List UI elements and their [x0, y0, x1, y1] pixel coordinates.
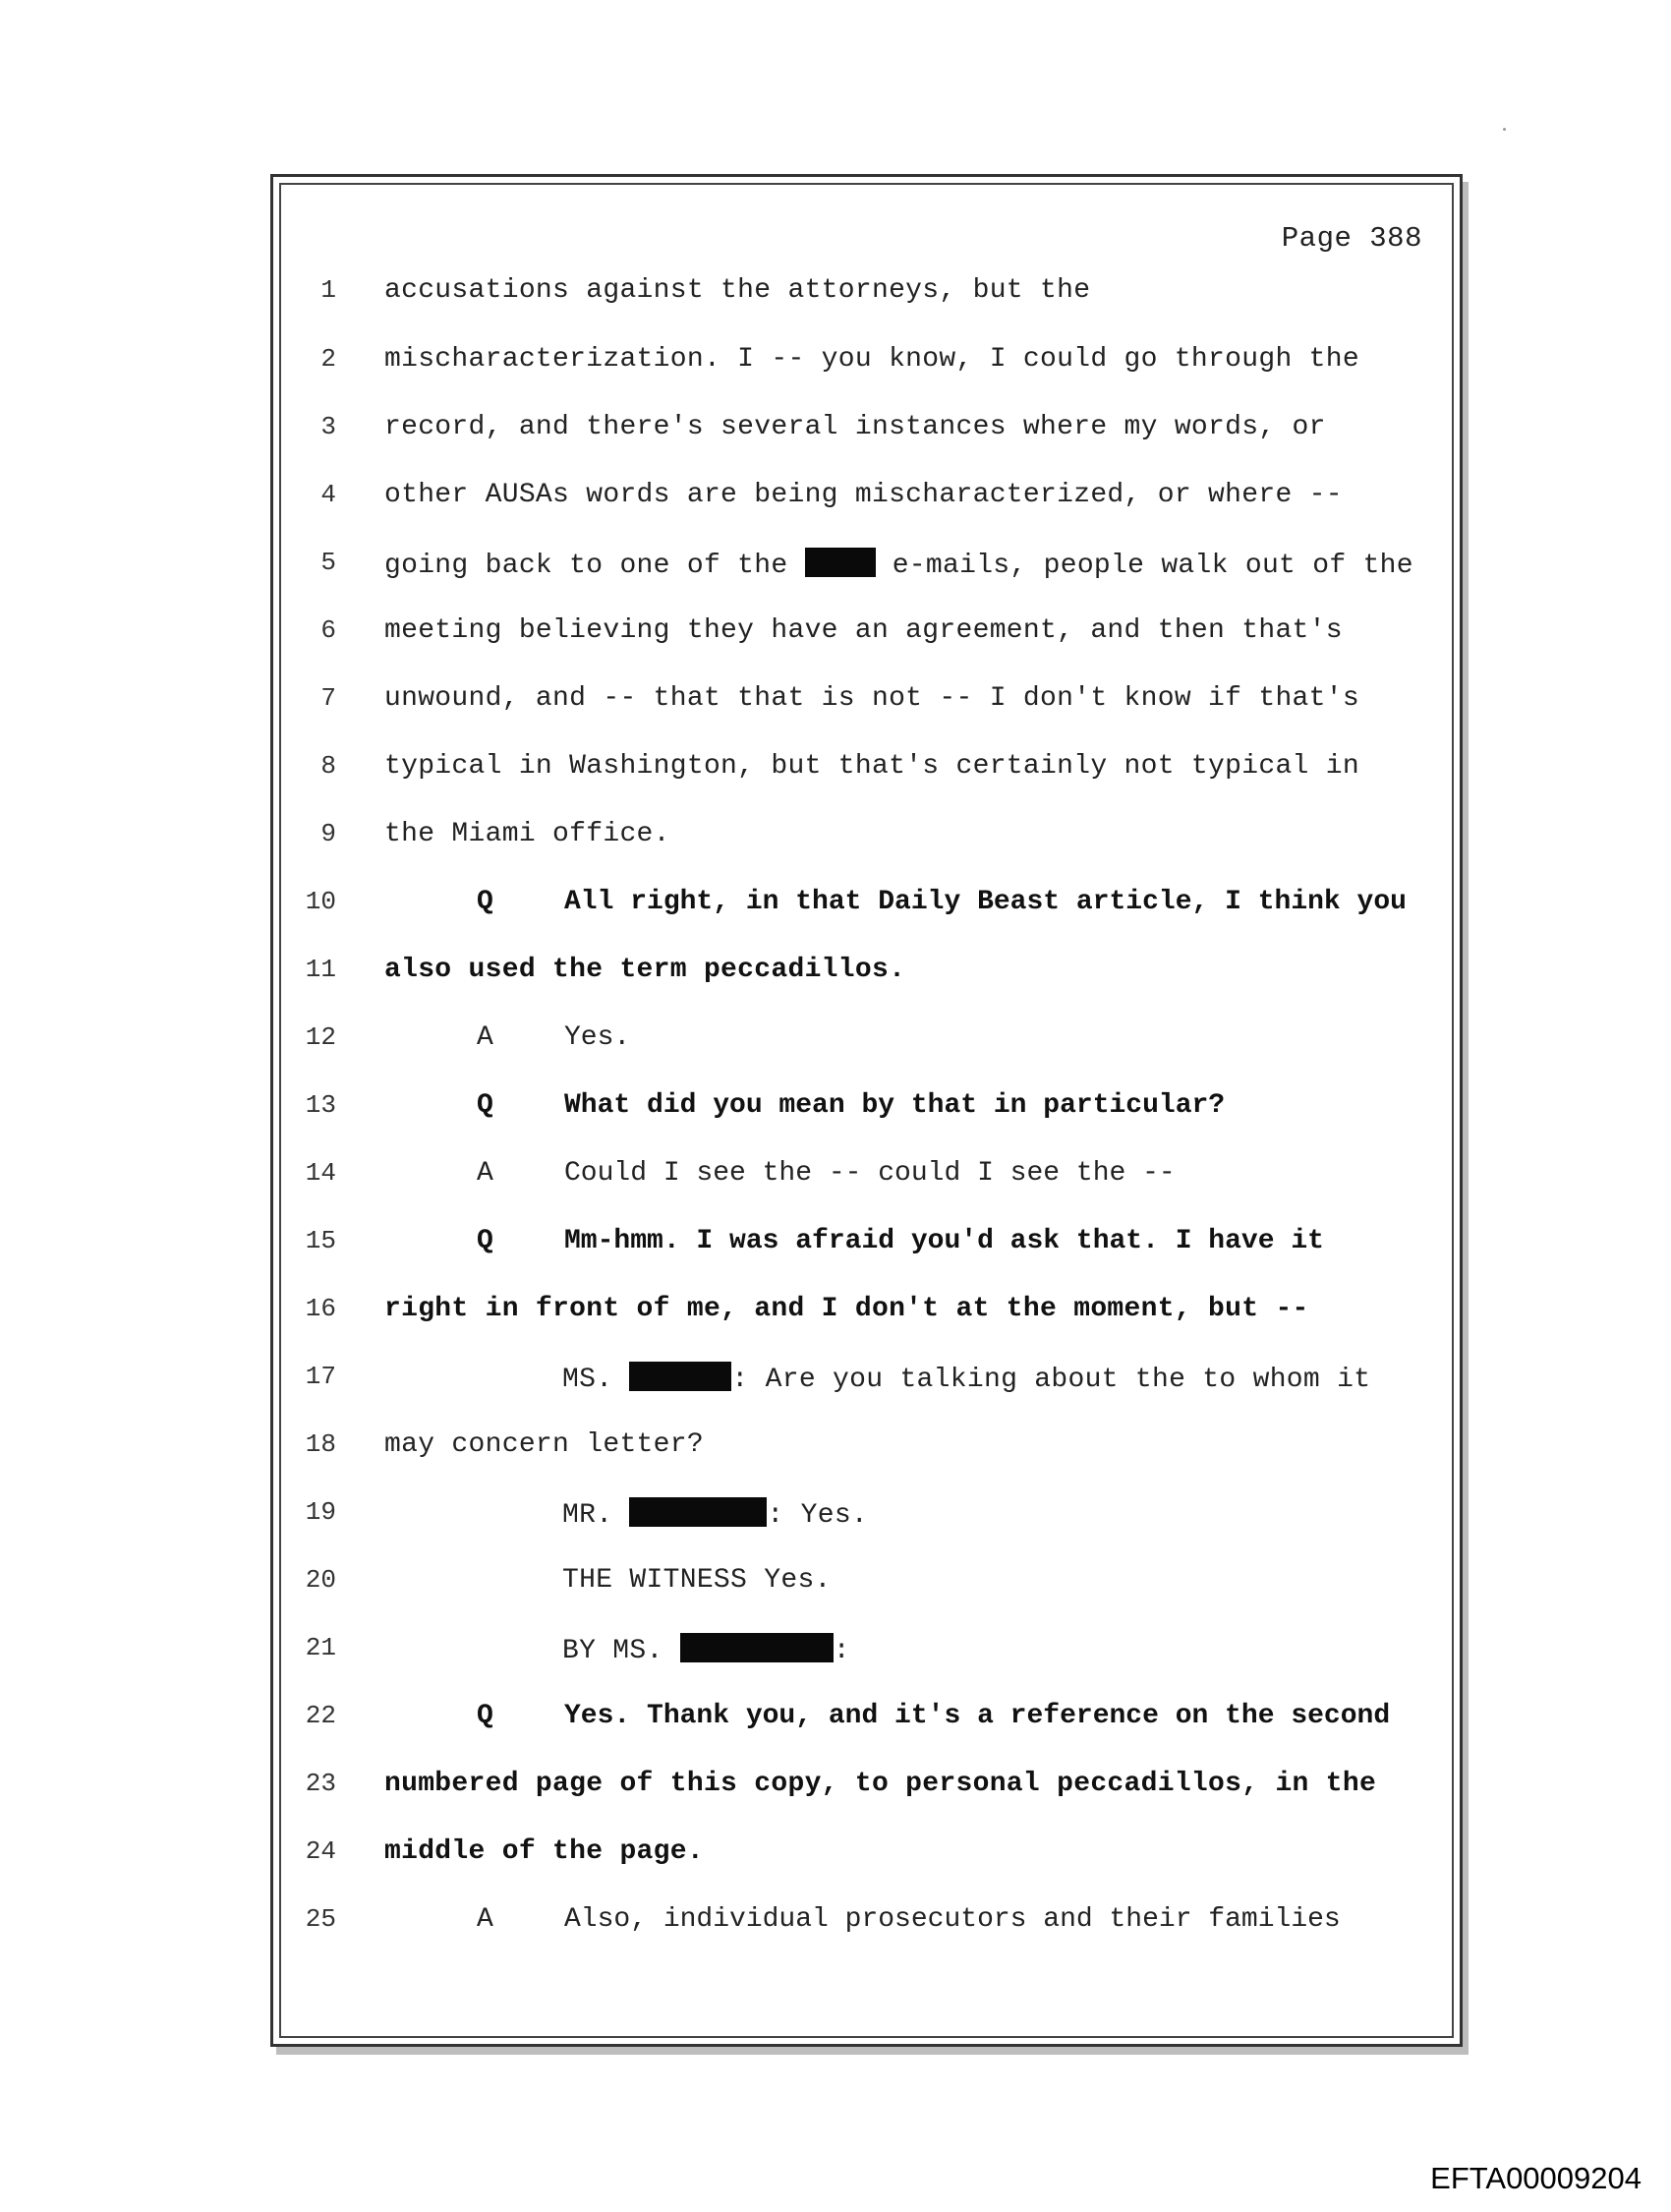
line-text: What did you mean by that in particular?: [564, 1090, 1226, 1121]
line-number: 16: [305, 1294, 336, 1323]
line-number: 12: [305, 1022, 336, 1052]
transcript-line-8: [273, 751, 1460, 790]
line-text: Also, individual prosecutors and their families: [564, 1904, 1341, 1935]
line-text-part: : Are you talking about the to whom it: [731, 1365, 1371, 1395]
line-number: 17: [305, 1362, 336, 1391]
line-number: 22: [305, 1701, 336, 1730]
line-text-part: : Yes.: [767, 1500, 869, 1531]
line-number: 21: [305, 1633, 336, 1662]
line-text: the Miami office.: [384, 819, 670, 849]
line-text: middle of the page.: [384, 1836, 704, 1867]
transcript-line-22: [273, 1701, 1460, 1740]
redaction-bar: [629, 1497, 767, 1527]
line-number: 6: [320, 615, 336, 645]
transcript-line-7: [273, 683, 1460, 723]
line-text: [384, 548, 1413, 581]
line-number: 14: [305, 1158, 336, 1188]
line-number: 9: [320, 819, 336, 848]
line-text-part: MR.: [562, 1500, 613, 1531]
line-text-part: BY MS.: [562, 1636, 663, 1666]
document-id: EFTA00009204: [1430, 2161, 1642, 2195]
line-text: mischaracterization. I -- you know, I could go through the: [384, 344, 1359, 375]
line-number: 5: [320, 548, 336, 577]
line-text: meeting believing they have an agreement, and then that's: [384, 615, 1343, 646]
line-text: unwound, and -- that that is not -- I don't know if that's: [384, 683, 1359, 714]
speaker-label: Q: [477, 1090, 493, 1121]
line-text: also used the term peccadillos.: [384, 955, 906, 985]
line-number: 13: [305, 1090, 336, 1120]
line-text: THE WITNESS Yes.: [562, 1565, 832, 1596]
line-number: 10: [305, 887, 336, 916]
page-number: Page 388: [1281, 222, 1422, 255]
transcript-line-20: [273, 1565, 1460, 1604]
line-text: Mm-hmm. I was afraid you'd ask that. I have it: [564, 1226, 1324, 1256]
line-number: 4: [320, 480, 336, 509]
line-number: 18: [305, 1429, 336, 1459]
line-text: may concern letter?: [384, 1429, 704, 1460]
transcript-line-16: [273, 1294, 1460, 1333]
line-number: 3: [320, 412, 336, 441]
transcript-line-10: [273, 887, 1460, 926]
transcript-line-14: [273, 1158, 1460, 1197]
transcript-line-15: [273, 1226, 1460, 1265]
line-text-part: MS.: [562, 1365, 613, 1395]
line-number: 2: [320, 344, 336, 374]
transcript-line-21: [273, 1633, 1460, 1672]
line-number: 11: [305, 955, 336, 984]
transcript-line-1: [273, 275, 1460, 315]
line-text-part: :: [833, 1636, 850, 1666]
line-number: 19: [305, 1497, 336, 1527]
line-number: 23: [305, 1769, 336, 1798]
line-text: right in front of me, and I don't at the moment, but --: [384, 1294, 1309, 1324]
transcript-line-13: [273, 1090, 1460, 1130]
speaker-label: Q: [477, 1226, 493, 1256]
transcript-line-23: [273, 1769, 1460, 1808]
transcript-line-17: [273, 1362, 1460, 1401]
line-text: Yes.: [564, 1022, 631, 1053]
line-text: other AUSAs words are being mischaracterized, or where --: [384, 480, 1343, 510]
line-number: 20: [305, 1565, 336, 1595]
line-text-part: e-mails, people walk out of the: [892, 551, 1413, 581]
line-text: [562, 1633, 850, 1666]
line-text: typical in Washington, but that's certainly not typical in: [384, 751, 1359, 782]
transcript-line-18: [273, 1429, 1460, 1469]
speaker-label: A: [477, 1158, 493, 1189]
speaker-label: A: [477, 1022, 493, 1053]
line-text: [562, 1362, 1370, 1395]
transcript-line-9: [273, 819, 1460, 858]
transcript-line-4: [273, 480, 1460, 519]
transcript-line-11: [273, 955, 1460, 994]
line-text: Yes. Thank you, and it's a reference on the second: [564, 1701, 1391, 1731]
line-text-part: going back to one of the: [384, 551, 788, 581]
transcript-line-19: [273, 1497, 1460, 1537]
speaker-label: Q: [477, 887, 493, 917]
speaker-label: A: [477, 1904, 493, 1935]
transcript-line-5: [273, 548, 1460, 587]
transcript-line-25: [273, 1904, 1460, 1944]
line-text: All right, in that Daily Beast article, I think you: [564, 887, 1407, 917]
line-text: accusations against the attorneys, but the: [384, 275, 1091, 306]
transcript-line-12: [273, 1022, 1460, 1062]
line-text: record, and there's several instances where my words, or: [384, 412, 1326, 442]
line-number: 7: [320, 683, 336, 713]
line-text: numbered page of this copy, to personal peccadillos, in the: [384, 1769, 1377, 1799]
transcript-line-2: [273, 344, 1460, 383]
speaker-label: Q: [477, 1701, 493, 1731]
scan-speck: [1503, 128, 1506, 131]
redaction-bar: [680, 1633, 834, 1662]
line-number: 8: [320, 751, 336, 781]
line-number: 15: [305, 1226, 336, 1255]
transcript-line-6: [273, 615, 1460, 655]
line-number: 25: [305, 1904, 336, 1934]
line-number: 1: [320, 275, 336, 305]
redaction-bar: [805, 548, 876, 577]
line-text: Could I see the -- could I see the --: [564, 1158, 1176, 1189]
transcript-line-24: [273, 1836, 1460, 1876]
line-number: 24: [305, 1836, 336, 1866]
transcript-page-frame: [270, 174, 1463, 2047]
transcript-line-3: [273, 412, 1460, 451]
line-text: [562, 1497, 868, 1531]
redaction-bar: [629, 1362, 731, 1391]
